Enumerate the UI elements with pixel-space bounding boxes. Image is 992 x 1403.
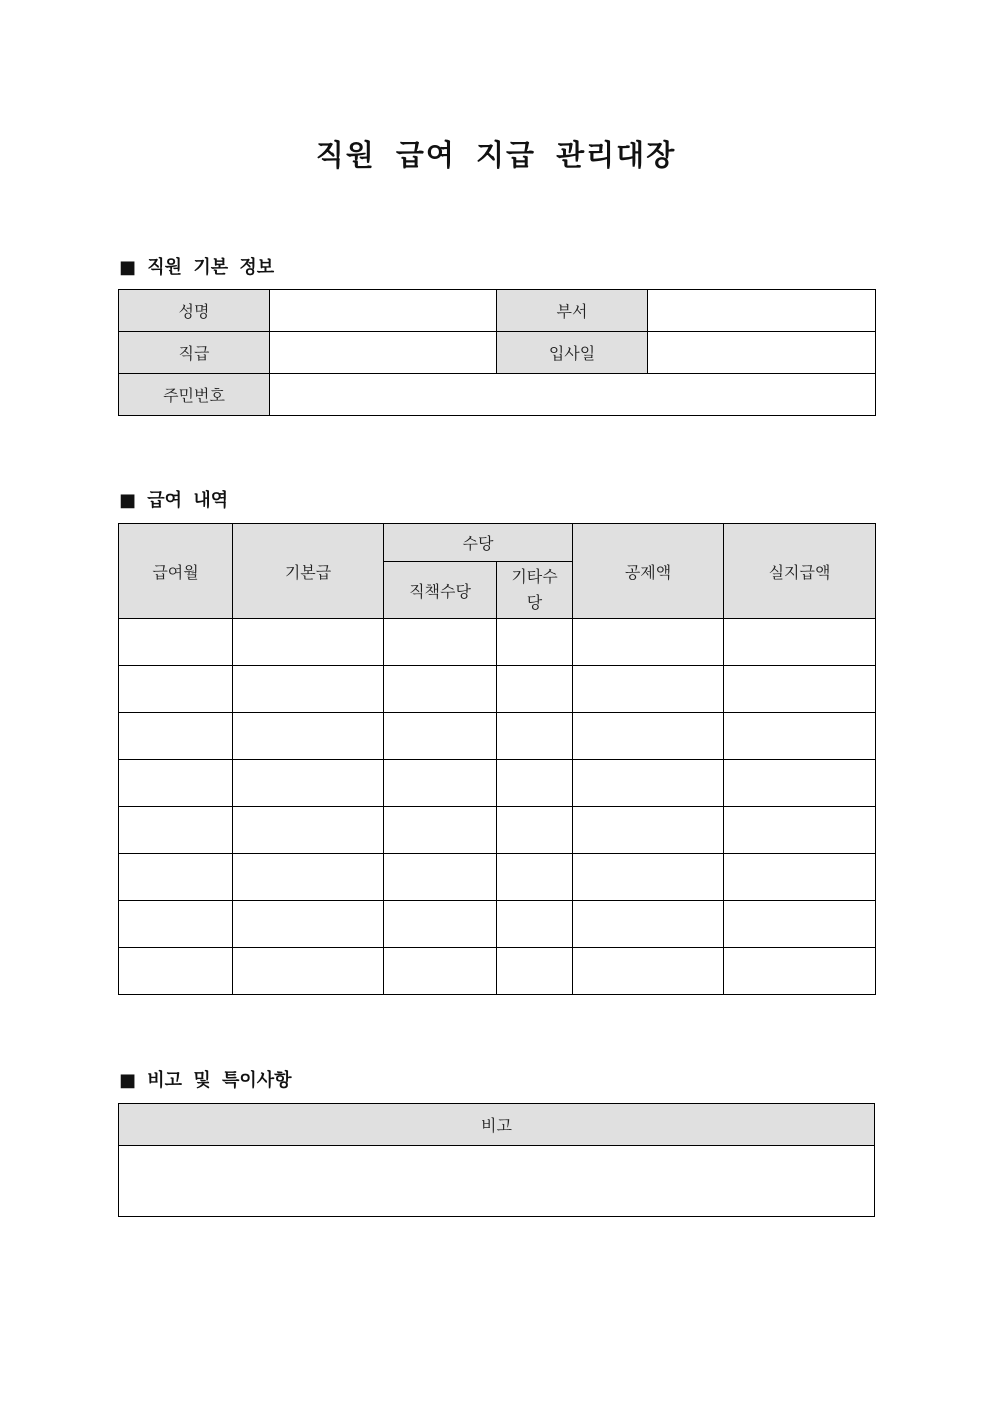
header-allowance: 수당 [384, 524, 573, 562]
salary-table [118, 523, 876, 995]
table-row [119, 807, 876, 854]
header-position-allowance: 직책수당 [384, 562, 497, 619]
department-field[interactable] [648, 290, 876, 332]
cell[interactable] [573, 666, 724, 713]
table-row [119, 760, 876, 807]
label-position: 직급 [119, 332, 270, 374]
table-row [119, 619, 876, 666]
cell[interactable] [573, 807, 724, 854]
cell[interactable] [384, 901, 497, 948]
cell[interactable] [233, 760, 384, 807]
cell[interactable] [384, 948, 497, 995]
resident-number-field[interactable] [270, 374, 876, 416]
cell[interactable] [384, 854, 497, 901]
cell[interactable] [724, 807, 876, 854]
cell[interactable] [573, 901, 724, 948]
section-heading-basic-info: ■ 직원 기본 정보 [119, 257, 275, 278]
cell[interactable] [497, 901, 573, 948]
cell[interactable] [724, 901, 876, 948]
cell[interactable] [497, 807, 573, 854]
header-month: 급여월 [119, 524, 233, 619]
cell[interactable] [119, 854, 233, 901]
table-row [119, 666, 876, 713]
header-deduction: 공제액 [573, 524, 724, 619]
cell[interactable] [724, 713, 876, 760]
cell[interactable] [573, 619, 724, 666]
cell[interactable] [119, 713, 233, 760]
cell[interactable] [724, 854, 876, 901]
section-heading-salary: ■ 급여 내역 [119, 490, 229, 511]
basic-info-table [118, 289, 876, 416]
section-heading-remarks: ■ 비고 및 특이사항 [119, 1070, 292, 1091]
position-field[interactable] [270, 332, 497, 374]
label-resident-number: 주민번호 [119, 374, 270, 416]
table-row [119, 901, 876, 948]
cell[interactable] [497, 948, 573, 995]
header-other-allowance [497, 562, 573, 619]
name-field[interactable] [270, 290, 497, 332]
header-net-pay: 실지급액 [724, 524, 876, 619]
cell[interactable] [573, 713, 724, 760]
cell[interactable] [497, 666, 573, 713]
cell[interactable] [119, 666, 233, 713]
cell[interactable] [724, 666, 876, 713]
label-join-date: 입사일 [497, 332, 648, 374]
remarks-field[interactable] [119, 1146, 875, 1217]
table-row [119, 713, 876, 760]
cell[interactable] [384, 760, 497, 807]
header-remarks: 비고 [119, 1104, 875, 1146]
cell[interactable] [233, 619, 384, 666]
cell[interactable] [384, 619, 497, 666]
cell[interactable] [233, 854, 384, 901]
cell[interactable] [497, 619, 573, 666]
cell[interactable] [233, 901, 384, 948]
header-other-allowance-label: 기타수당 [511, 567, 558, 612]
label-name: 성명 [119, 290, 270, 332]
cell[interactable] [119, 948, 233, 995]
table-row [119, 854, 876, 901]
join-date-field[interactable] [648, 332, 876, 374]
header-base-pay: 기본급 [233, 524, 384, 619]
cell[interactable] [119, 901, 233, 948]
cell[interactable] [384, 807, 497, 854]
cell[interactable] [573, 760, 724, 807]
cell[interactable] [233, 666, 384, 713]
label-department: 부서 [497, 290, 648, 332]
cell[interactable] [119, 760, 233, 807]
cell[interactable] [497, 713, 573, 760]
cell[interactable] [497, 854, 573, 901]
cell[interactable] [233, 807, 384, 854]
cell[interactable] [233, 948, 384, 995]
cell[interactable] [497, 760, 573, 807]
cell[interactable] [119, 619, 233, 666]
cell[interactable] [233, 713, 384, 760]
remarks-table [118, 1103, 875, 1217]
cell[interactable] [573, 948, 724, 995]
cell[interactable] [724, 619, 876, 666]
cell[interactable] [573, 854, 724, 901]
cell[interactable] [384, 713, 497, 760]
table-row [119, 948, 876, 995]
cell[interactable] [724, 760, 876, 807]
page-title: 직원 급여 지급 관리대장 [315, 138, 677, 172]
cell[interactable] [724, 948, 876, 995]
cell[interactable] [119, 807, 233, 854]
cell[interactable] [384, 666, 497, 713]
